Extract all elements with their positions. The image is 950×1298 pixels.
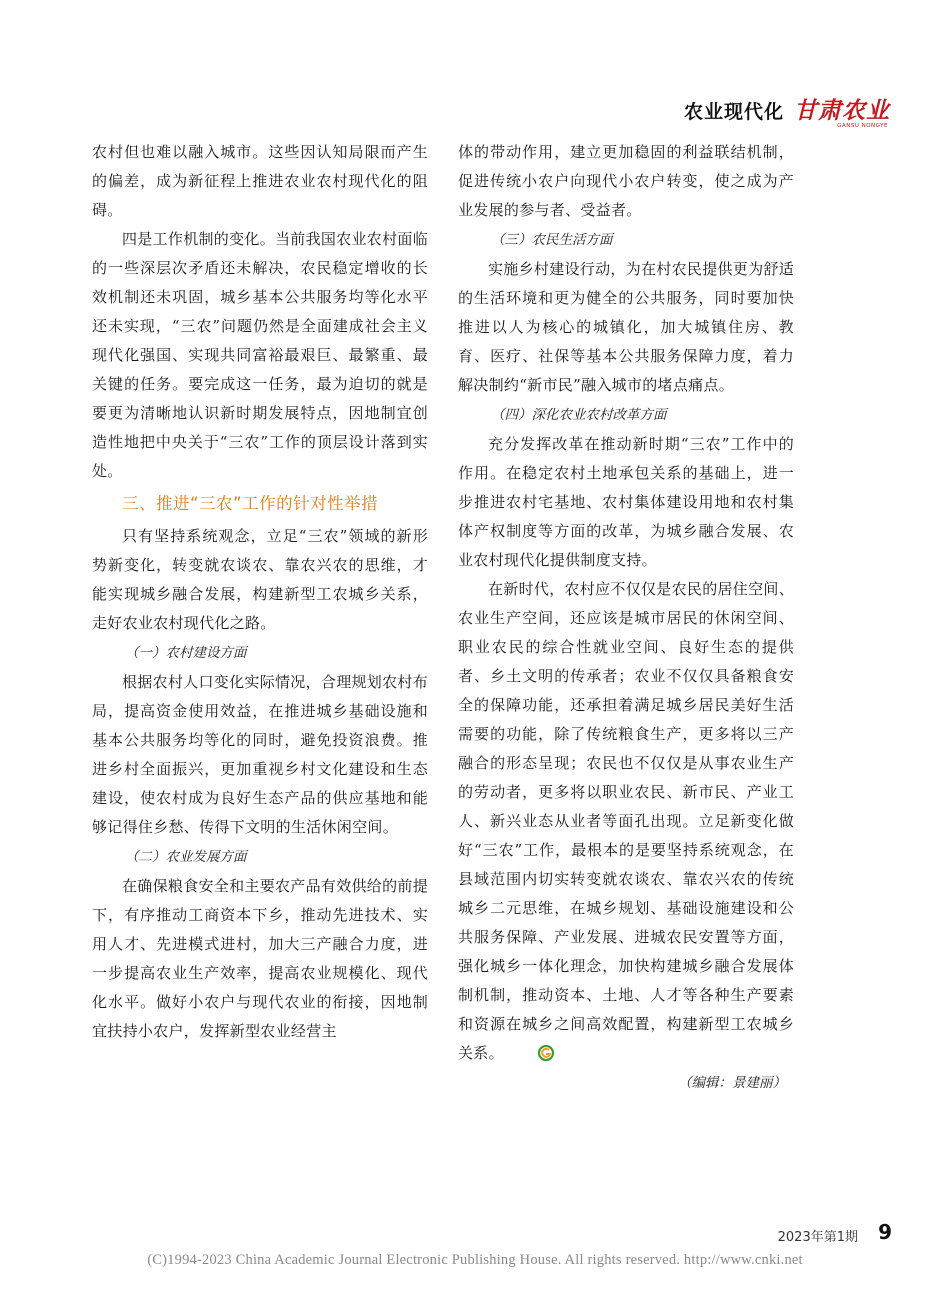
paragraph: 实施乡村建设行动，为在村农民提供更为舒适的生活环境和更为健全的公共服务，同时要加快推进以人为核心的城镇化，加大城镇住房、教育、医疗、社保等基本公共服务保障力度，着力解决制约“新市民”融入城市的堵点痛点。: [458, 260, 795, 394]
paragraph: 在确保粮食安全和主要农产品有效供给的前提下，有序推动工商资本下乡，推动先进技术、实用人才、先进模式进村，加大三产融合力度，进一步提高农业生产效率，提高农业规模化、现代化水平。做好小农户与现代农业的衔接，因地制宜扶持小农户，发挥新型农业经营主: [92, 877, 429, 1040]
paragraph: 充分发挥改革在推动新时期“三农”工作中的作用。在稳定农村土地承包关系的基础上，进一步推进农村宅基地、农村集体建设用地和农村集体产权制度等方面的改革，为城乡融合发展、农业农村现代化提供制度支持。: [458, 435, 794, 569]
paragraph-final: [458, 575, 794, 1068]
column-title: 农业现代化: [683, 100, 784, 123]
paragraph: 只有坚持系统观念，立足“三农”领域的新形势新变化，转变就农谈农、靠农兴农的思维，才能实现城乡融合发展，构建新型工农城乡关系，走好农业农村现代化之路。: [92, 527, 428, 632]
paragraph: 四是工作机制的变化。当前我国农业农村面临的一些深层次矛盾还未解决，农民稳定增收的长效机制还未巩固，城乡基本公共服务均等化水平还未实现，“三农”问题仍然是全面建成社会主义现代化强国、实现共同富裕最艰巨、最繁重、最关键的任务。要完成这一任务，最为迫切的就是要更为清晰地认识新时期发展特点，因地制宜创造性地把中央关于“三农”工作的顶层设计落到实处。: [92, 230, 429, 480]
paragraph-text: 在新时代，农村应不仅仅是农民的居住空间、农业生产空间，还应该是城市居民的休闲空间、职业农民的综合性就业空间、良好生态的提供者、乡土文明的传承者；农业不仅仅具备粮食安全的保障功能，还承担着满足城乡居民美好生活需要的功能，除了传统粮食生产，更多将以三产融合的形态呈现；农民也不仅仅是从事农业生产的劳动者，更多将以职业农民、新市民、产业工人、新兴业态从业者等面孔出现。立足新变化做好“三农”工作，最根本的是要坚持系统观念，在县域范围内切实转变就农谈农、靠农兴农的传统城乡二元思维，在城乡规划、基础设施建设和公共服务保障、产业发展、进城农民安置等方面，强化城乡一体化理念，加快构建城乡融合发展体制机制，推动资本、土地、人才等各种生产要素和资源在城乡之间高效配置，构建新型工农城乡关系。: [458, 580, 795, 1062]
end-of-article-icon: [508, 1042, 524, 1058]
subsection-heading: （一）农村建设方面: [125, 645, 247, 661]
subsection-heading: （二）农业发展方面: [125, 849, 247, 865]
paragraph: 体的带动作用，建立更加稳固的利益联结机制，促进传统小农户向现代小农户转变，使之成为产业发展的参与者、受益者。: [458, 143, 794, 219]
left-column: [92, 138, 428, 1046]
paragraph: 根据农村人口变化实际情况，合理规划农村布局，提高资金使用效益，在推进城乡基础设施和基本公共服务均等化的同时，避免投资浪费。推进乡村全面振兴，更加重视乡村文化建设和生态建设，使农村成为良好生态产品的供应基地和能够记得住乡愁、传得下文明的生活休闲空间。: [92, 673, 429, 836]
right-column: [458, 138, 794, 1098]
gansu-nongye-logo: [794, 90, 890, 130]
issue-label: 2023年第1期: [777, 1230, 858, 1245]
editor-credit: （编辑：景建丽）: [678, 1075, 786, 1091]
paragraph: 农村但也难以融入城市。这些因认知局限而产生的偏差，成为新征程上推进农业农村现代化的阻碍。: [92, 143, 428, 219]
subsection-heading: （四）深化农业农村改革方面: [491, 407, 667, 423]
page-number: 9: [878, 1220, 892, 1244]
logo-text: 甘肃农业: [794, 96, 890, 124]
page-header: [684, 90, 890, 130]
copyright-notice: (C)1994-2023 China Academic Journal Electronic Publishing House. All rights reserved. http://www.cnki.net: [147, 1252, 803, 1268]
logo-subtitle: GANSU NONGYE: [837, 123, 888, 129]
subsection-heading: （三）农民生活方面: [491, 232, 613, 248]
section-heading: 三、推进“三农”工作的针对性举措: [122, 494, 379, 513]
